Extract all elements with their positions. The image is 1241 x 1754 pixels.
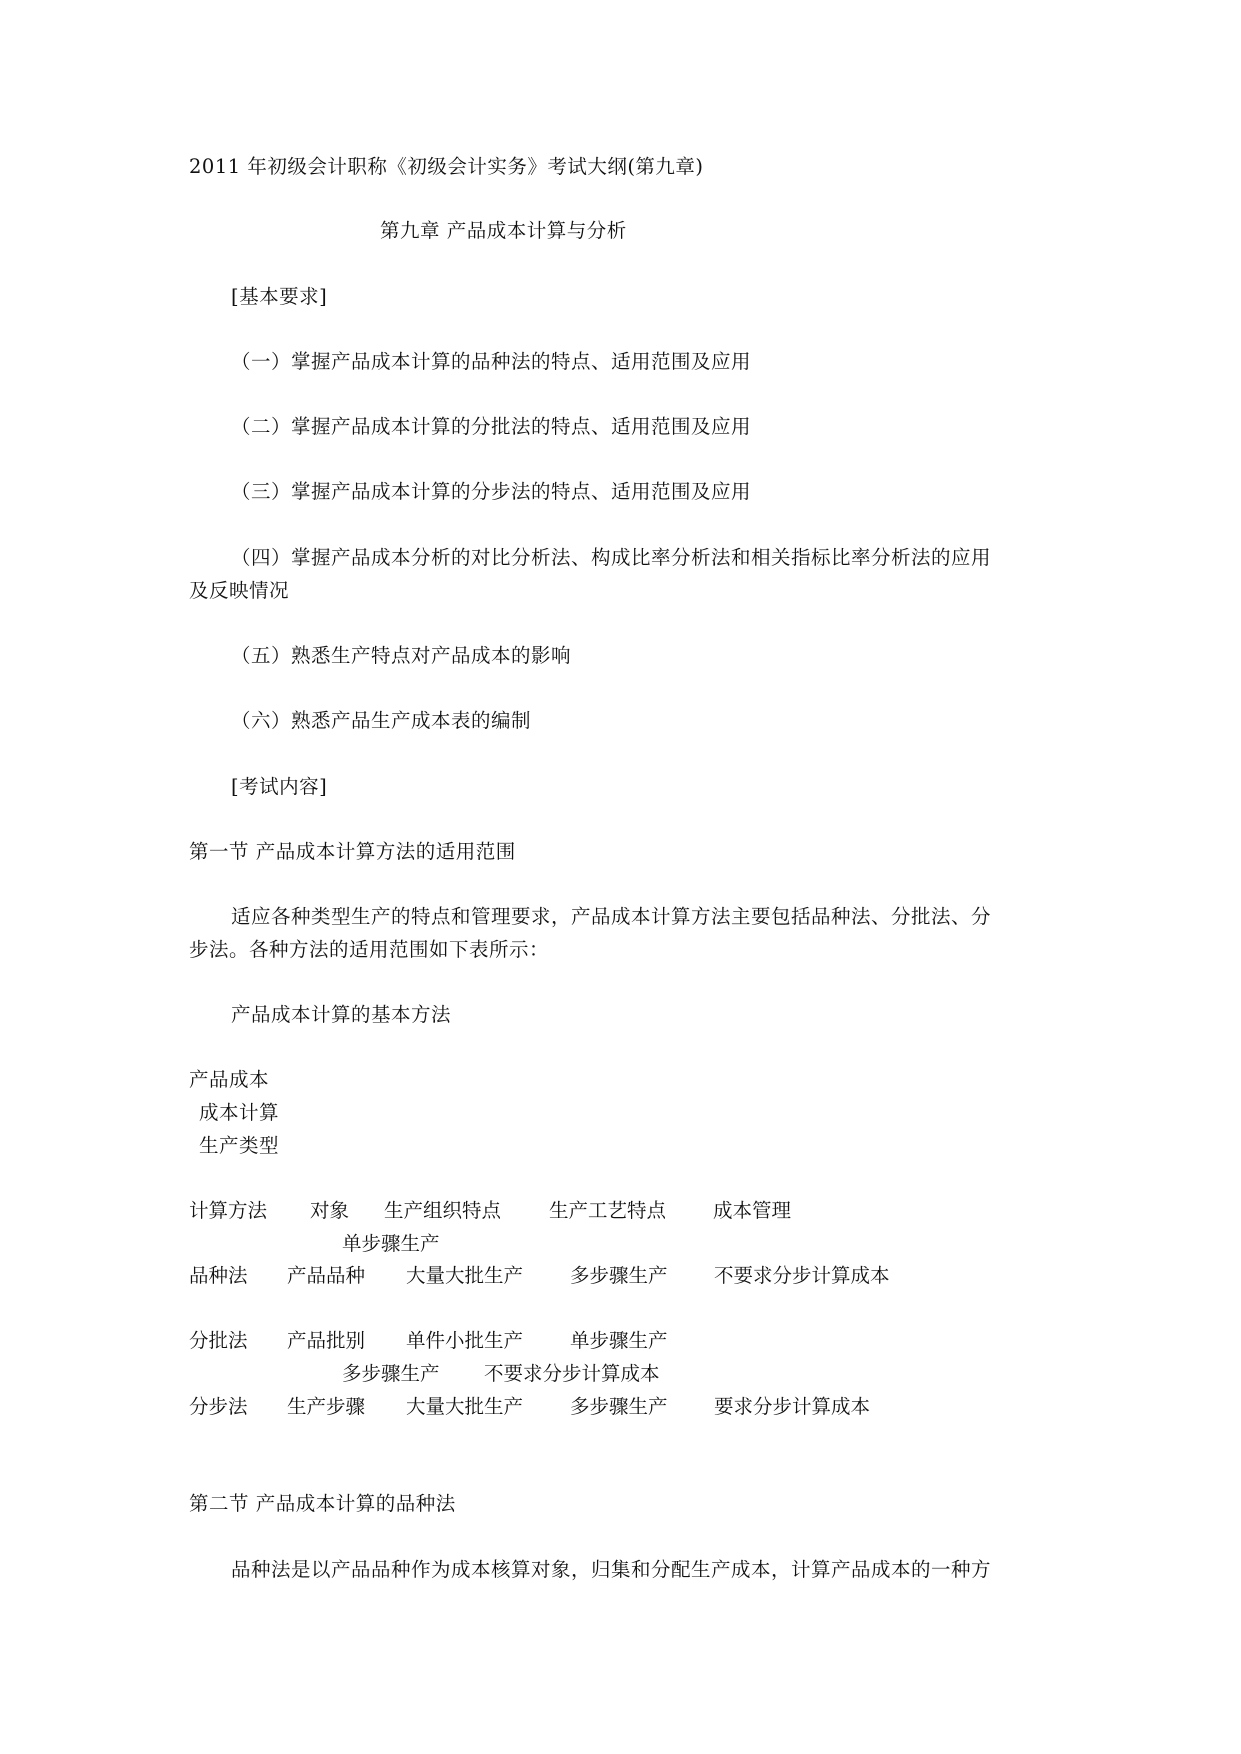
- table-cell: 不要求分步计算成本: [714, 1264, 890, 1287]
- table-cell: 大量大批生产: [406, 1395, 524, 1418]
- table-row-continuation: [189, 1234, 489, 1258]
- table-row: [189, 1397, 949, 1421]
- table-cell: 多步骤生产: [570, 1264, 668, 1287]
- table-cell: 产品批别: [287, 1329, 366, 1352]
- table-cell: 单步骤生产: [342, 1232, 440, 1255]
- table-row: [189, 1331, 729, 1355]
- table-header-cell: 计算方法: [189, 1199, 268, 1222]
- table-header-cell: 生产组织特点: [384, 1199, 502, 1222]
- table-row: [189, 1266, 969, 1290]
- table-head-label: 产品成本: [189, 1068, 270, 1091]
- requirement-item: （三）掌握产品成本计算的分步法的特点、适用范围及应用: [231, 480, 752, 503]
- exam-content-heading: [考试内容]: [231, 775, 328, 798]
- table-cell: 要求分步计算成本: [714, 1395, 871, 1418]
- table-header-cell: 生产工艺特点: [549, 1199, 667, 1222]
- requirement-item: （六）熟悉产品生产成本表的编制: [231, 709, 532, 732]
- requirement-item: （五）熟悉生产特点对产品成本的影响: [231, 644, 572, 667]
- table-cell: 分步法: [189, 1395, 248, 1418]
- paragraph-2-line-1: 品种法是以产品品种作为成本核算对象，归集和分配生产成本，计算产品成本的一种方: [231, 1558, 992, 1581]
- table-header-cell: 成本管理: [713, 1199, 792, 1222]
- paragraph-1-line-2: 步法。各种方法的适用范围如下表所示：: [189, 938, 550, 961]
- table-cell: 品种法: [189, 1264, 248, 1287]
- table-row-continuation: [189, 1364, 729, 1388]
- table-cell: 产品品种: [287, 1264, 366, 1287]
- table-cell: 分批法: [189, 1329, 248, 1352]
- table-cell: 单件小批生产: [406, 1329, 524, 1352]
- table-cell: 大量大批生产: [406, 1264, 524, 1287]
- paragraph-1-line-1: 适应各种类型生产的特点和管理要求，产品成本计算方法主要包括品种法、分批法、分: [231, 905, 992, 928]
- table-cell: 生产步骤: [287, 1395, 366, 1418]
- section-1-title: 第一节 产品成本计算方法的适用范围: [189, 840, 516, 863]
- table-cell: 单步骤生产: [570, 1329, 668, 1352]
- table-cell: 不要求分步计算成本: [484, 1362, 660, 1385]
- section-2-title: 第二节 产品成本计算的品种法: [189, 1492, 456, 1515]
- document-header: 2011 年初级会计职称《初级会计实务》考试大纲(第九章): [189, 155, 704, 178]
- chapter-title: 第九章 产品成本计算与分析: [380, 219, 627, 242]
- table-header-cell: 对象: [310, 1199, 350, 1222]
- table-head-label: 生产类型: [199, 1134, 280, 1157]
- basic-requirements-heading: [基本要求]: [231, 285, 328, 308]
- requirement-item: （二）掌握产品成本计算的分批法的特点、适用范围及应用: [231, 415, 752, 438]
- table-cell: 多步骤生产: [570, 1395, 668, 1418]
- table-cell: 多步骤生产: [342, 1362, 440, 1385]
- requirement-item: （一）掌握产品成本计算的品种法的特点、适用范围及应用: [231, 350, 752, 373]
- table-head-label: 成本计算: [199, 1101, 280, 1124]
- table-caption: 产品成本计算的基本方法: [231, 1003, 452, 1026]
- table-header-row: [189, 1201, 949, 1225]
- requirement-item: （四）掌握产品成本分析的对比分析法、构成比率分析法和相关指标比率分析法的应用: [231, 546, 992, 569]
- requirement-item-continuation: 及反映情况: [189, 579, 290, 602]
